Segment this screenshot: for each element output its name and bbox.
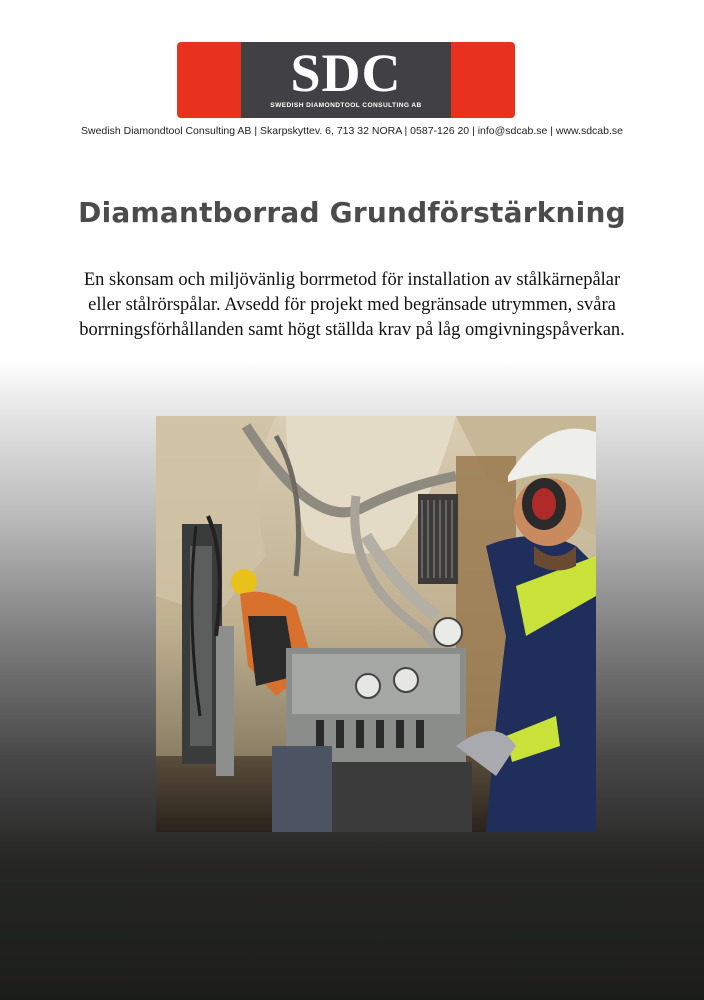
sdc-logo [177, 42, 515, 118]
logo-band [241, 42, 451, 118]
intro-line-1: En skonsam och miljövänlig borrmetod för installation av stålkärnepålar [83, 270, 621, 290]
intro-line-2: eller stålrörspålar. Avsedd för projekt med begränsade utrymmen, svåra [88, 295, 616, 315]
intro-paragraph [40, 268, 664, 343]
logo-subtitle: SWEDISH DIAMONDTOOL CONSULTING AB [270, 102, 422, 109]
contact-line: Swedish Diamondtool Consulting AB | Skarpskyttev. 6, 713 32 NORA | 0587-126 20 | info@sdcab.se | www.sdcab.se [81, 125, 623, 137]
intro-line-3: borrningsförhållanden samt högt ställda krav på låg omgivningspåverkan. [79, 320, 625, 340]
page-title: Diamantborrad Grundförstärkning [78, 196, 626, 229]
drilling-photo [156, 416, 596, 832]
logo-letters: SDC [290, 43, 402, 103]
